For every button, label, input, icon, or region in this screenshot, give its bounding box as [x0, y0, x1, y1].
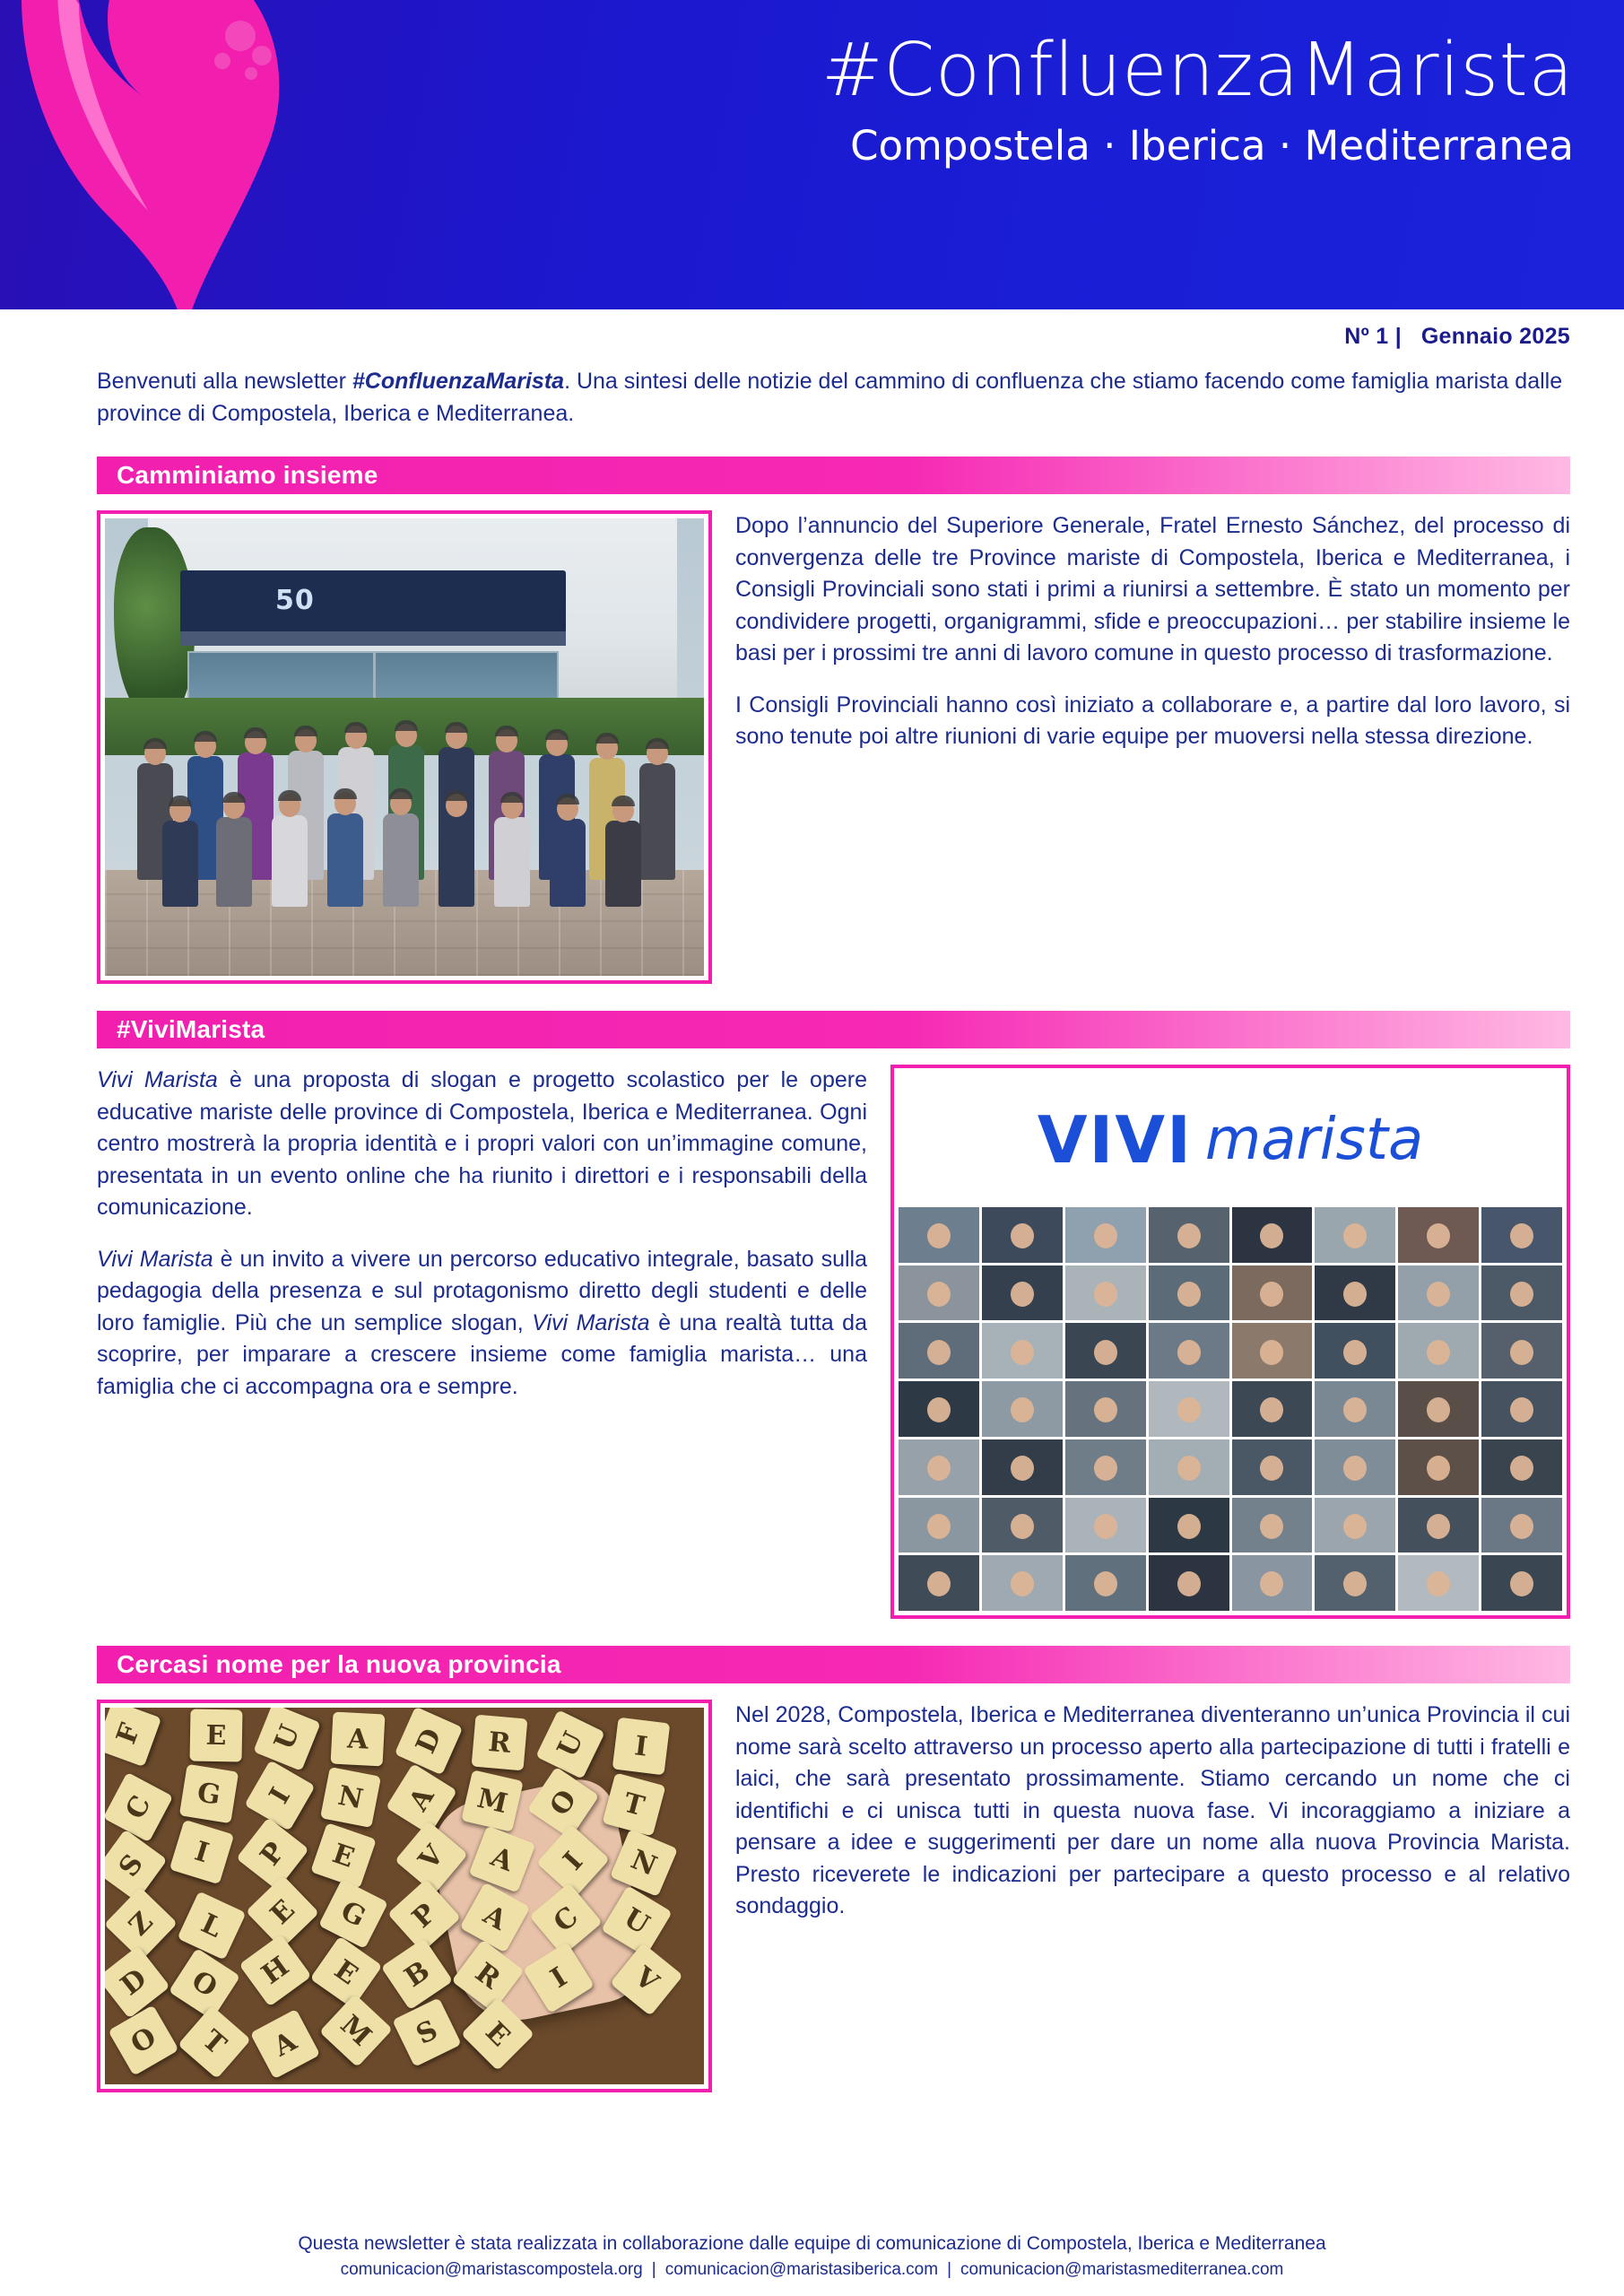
scrabble-tile: O [108, 2005, 178, 2075]
vivi-marista-emphasis: Vivi Marista [97, 1246, 213, 1272]
section-body-camminiamo-insieme [97, 510, 1570, 984]
footer-email-compostela[interactable]: comunicacion@maristascompostela.org [340, 2260, 643, 2279]
section-text-vivimarista [97, 1065, 867, 1403]
section-text-cercasi-nome [735, 1700, 1570, 1923]
page-subtitle: Compostela · Iberica · Mediterranea [850, 122, 1574, 170]
scrabble-tile: G [179, 1764, 239, 1823]
scrabble-tile: S [392, 1997, 462, 2067]
vivimarista-logo [899, 1073, 1562, 1207]
scrabble-tile: D [395, 1708, 464, 1775]
photo-scrabble-tiles [105, 1708, 704, 2084]
scrabble-tile: U [535, 1709, 605, 1779]
logo-word-marista: marista [1204, 1107, 1424, 1173]
footer-separator-1: | [651, 2260, 656, 2279]
photo-vivimarista-collage [899, 1073, 1562, 1611]
scrabble-tile: E [310, 1936, 383, 2009]
scrabble-tile: E [246, 1875, 319, 1949]
scrabble-tile: N [610, 1829, 678, 1897]
scrabble-tile: I [169, 1820, 234, 1884]
scrabble-tile: C [105, 1772, 173, 1842]
scrabble-tile: Z [105, 1887, 178, 1961]
paragraph: Vivi Marista è un invito a vivere un percorso educativo integrale, basato sulla pedagogia della presenza e sul protagonismo diretto degli studenti e delle loro famiglie. Più che un semplice slogan, Vivi Marista è una realtà tutta da scoprire, per imparare a crescere insieme come famiglia marista… una famiglia che ci accompagna ora e sempre. [97, 1246, 867, 1399]
group-of-people [105, 720, 704, 900]
scrabble-tile: O [527, 1767, 600, 1839]
header-title-group [821, 28, 1574, 170]
vivi-marista-emphasis: Vivi Marista [532, 1309, 650, 1335]
page-title: #ConfluenzaMarista [821, 28, 1574, 113]
section-body-vivimarista [97, 1065, 1570, 1619]
photo-frame-vivimarista-collage [890, 1065, 1570, 1619]
scrabble-tile: E [189, 1709, 242, 1761]
scrabble-tile: A [386, 1763, 457, 1835]
scrabble-tile: I [536, 1824, 610, 1898]
page-footer [0, 2233, 1624, 2280]
footer-credit: Questa newsletter è stata realizzata in collaborazione dalle equipe di comunicazione di Compostela, Iberica e Mediterranea [298, 2233, 1326, 2254]
section-text-camminiamo-insieme [735, 510, 1570, 753]
paragraph: Vivi Marista è una proposta di slogan e progetto scolastico per le opere educative mariste delle province di Compostela, Iberica e Mediterranea. Ogni centro mostrerà la propria identità e i propri valori con un’immagine comune, presentata in un evento online che ha riunito i direttori e i responsabili della comunicazione. [97, 1067, 867, 1220]
paragraph: Dopo l’annuncio del Superiore Generale, Fratel Ernesto Sánchez, del processo di convergenza delle tre Province mariste di Compostela, Iberica e Mediterranea, i Consigli Provinciali sono stati i primi a riunirsi a settembre. È stato un momento per condividere progetti, organigrammi, sfide e preoccupazioni… per stabilire insieme le basi per i prossimi tre anni di lavoro comune in questo processo di trasformazione. [735, 513, 1570, 665]
paragraph: I Consigli Provinciali hanno così iniziato a collaborare e, a partire dal loro lavoro, si sono tenute poi altre riunioni di varie equipe per muoversi nella stessa direzione. [735, 691, 1570, 749]
section-title: #ViviMarista [117, 1015, 265, 1043]
section-header-camminiamo-insieme [97, 457, 1570, 494]
scrabble-tile: A [331, 1712, 386, 1767]
scrabble-tile: V [395, 1821, 468, 1894]
scrabble-tile: I [523, 1942, 595, 2013]
intro-text-part1: Benvenuti alla newsletter [97, 369, 352, 394]
scrabble-tile: S [105, 1829, 168, 1901]
scrabble-tile: A [460, 1883, 531, 1953]
photo-consigli-provinciali [105, 518, 704, 976]
paragraph: Nel 2028, Compostela, Iberica e Mediterranea diventeranno un’unica Provincia il cui nome sarà scelto attraverso un processo aperto alla partecipazione di tutti i fratelli e laici, che sarà presentato prossimamente. Stiamo cercando un nome che ci identifichi e ci unisca tutti in questa nuova fase. Vi incoraggiamo a iniziare a pensare a idee e suggerimenti per dare un nome alla nuova Provincia Marista. Presto riceverete le indicazioni per partecipare a questo processo e al relativo sondaggio. [735, 1702, 1570, 1918]
scrabble-tile: L [177, 1891, 246, 1960]
scrabble-tile: R [472, 1715, 528, 1771]
photo-frame-consigli-provinciali [97, 510, 712, 984]
scrabble-tile: R [451, 1939, 524, 2012]
photo-frame-scrabble-tiles [97, 1700, 712, 2092]
scrabble-tile: M [461, 1770, 524, 1832]
scrabble-tile: F [105, 1708, 161, 1767]
intro-hashtag: #ConfluenzaMarista [352, 369, 565, 394]
scrabble-tile: T [178, 2005, 251, 2079]
video-call-grid [899, 1207, 1562, 1611]
section-title: Camminiamo insieme [117, 461, 378, 489]
scrabble-tile: V [610, 1943, 683, 2016]
issue-date: Gennaio 2025 [1420, 324, 1570, 349]
footer-email-iberica[interactable]: comunicacion@maristasiberica.com [664, 2260, 939, 2279]
scrabble-tile: U [253, 1708, 321, 1771]
page-header [0, 0, 1624, 309]
footer-email-mediterranea[interactable]: comunicacion@maristasmediterranea.com [960, 2260, 1284, 2279]
logo-word-vivi: VIVI [1037, 1102, 1193, 1178]
scrabble-tile: I [612, 1718, 671, 1776]
scrabble-tile: O [169, 1948, 240, 2020]
section-header-vivimarista [97, 1011, 1570, 1048]
scrabble-tile: E [310, 1822, 377, 1889]
intro-paragraph [97, 366, 1570, 430]
scrabble-tile: U [601, 1885, 673, 1957]
scrabble-tile: G [318, 1879, 388, 1949]
scrabble-tile: E [461, 1997, 534, 2071]
scrabble-tile: N [320, 1767, 381, 1828]
marista-swoosh-logo [0, 0, 350, 309]
scrabble-tile: I [244, 1760, 315, 1831]
scrabble-tile: T [602, 1772, 665, 1836]
intro-text-part2: . Una sintesi delle notizie del cammino di confluenza che stiamo facendo come famiglia marista dalle province di Compostela, Iberica e Mediterranea. [97, 369, 1563, 426]
scrabble-tile: H [239, 1934, 311, 2006]
footer-separator-2: | [947, 2260, 952, 2279]
scrabble-tile: P [236, 1817, 308, 1890]
scrabble-tile: D [105, 1945, 170, 2018]
issue-number: Nº 1 | [1344, 324, 1403, 349]
scrabble-tile: B [381, 1938, 454, 2011]
vivi-marista-emphasis: Vivi Marista [97, 1067, 218, 1092]
issue-line [0, 309, 1624, 353]
section-title: Cercasi nome per la nuova provincia [117, 1650, 561, 1678]
scrabble-tile: M [319, 1994, 393, 2067]
footer-contacts [0, 2260, 1624, 2280]
scrabble-tile: A [250, 2009, 320, 2079]
section-header-cercasi-nome [97, 1646, 1570, 1683]
building-badge-50: 50 [275, 585, 315, 616]
scrabble-tile: C [529, 1883, 603, 1956]
section-body-cercasi-nome [97, 1700, 1570, 2092]
scrabble-tile: A [469, 1826, 536, 1893]
scrabble-tile: P [387, 1879, 461, 1952]
